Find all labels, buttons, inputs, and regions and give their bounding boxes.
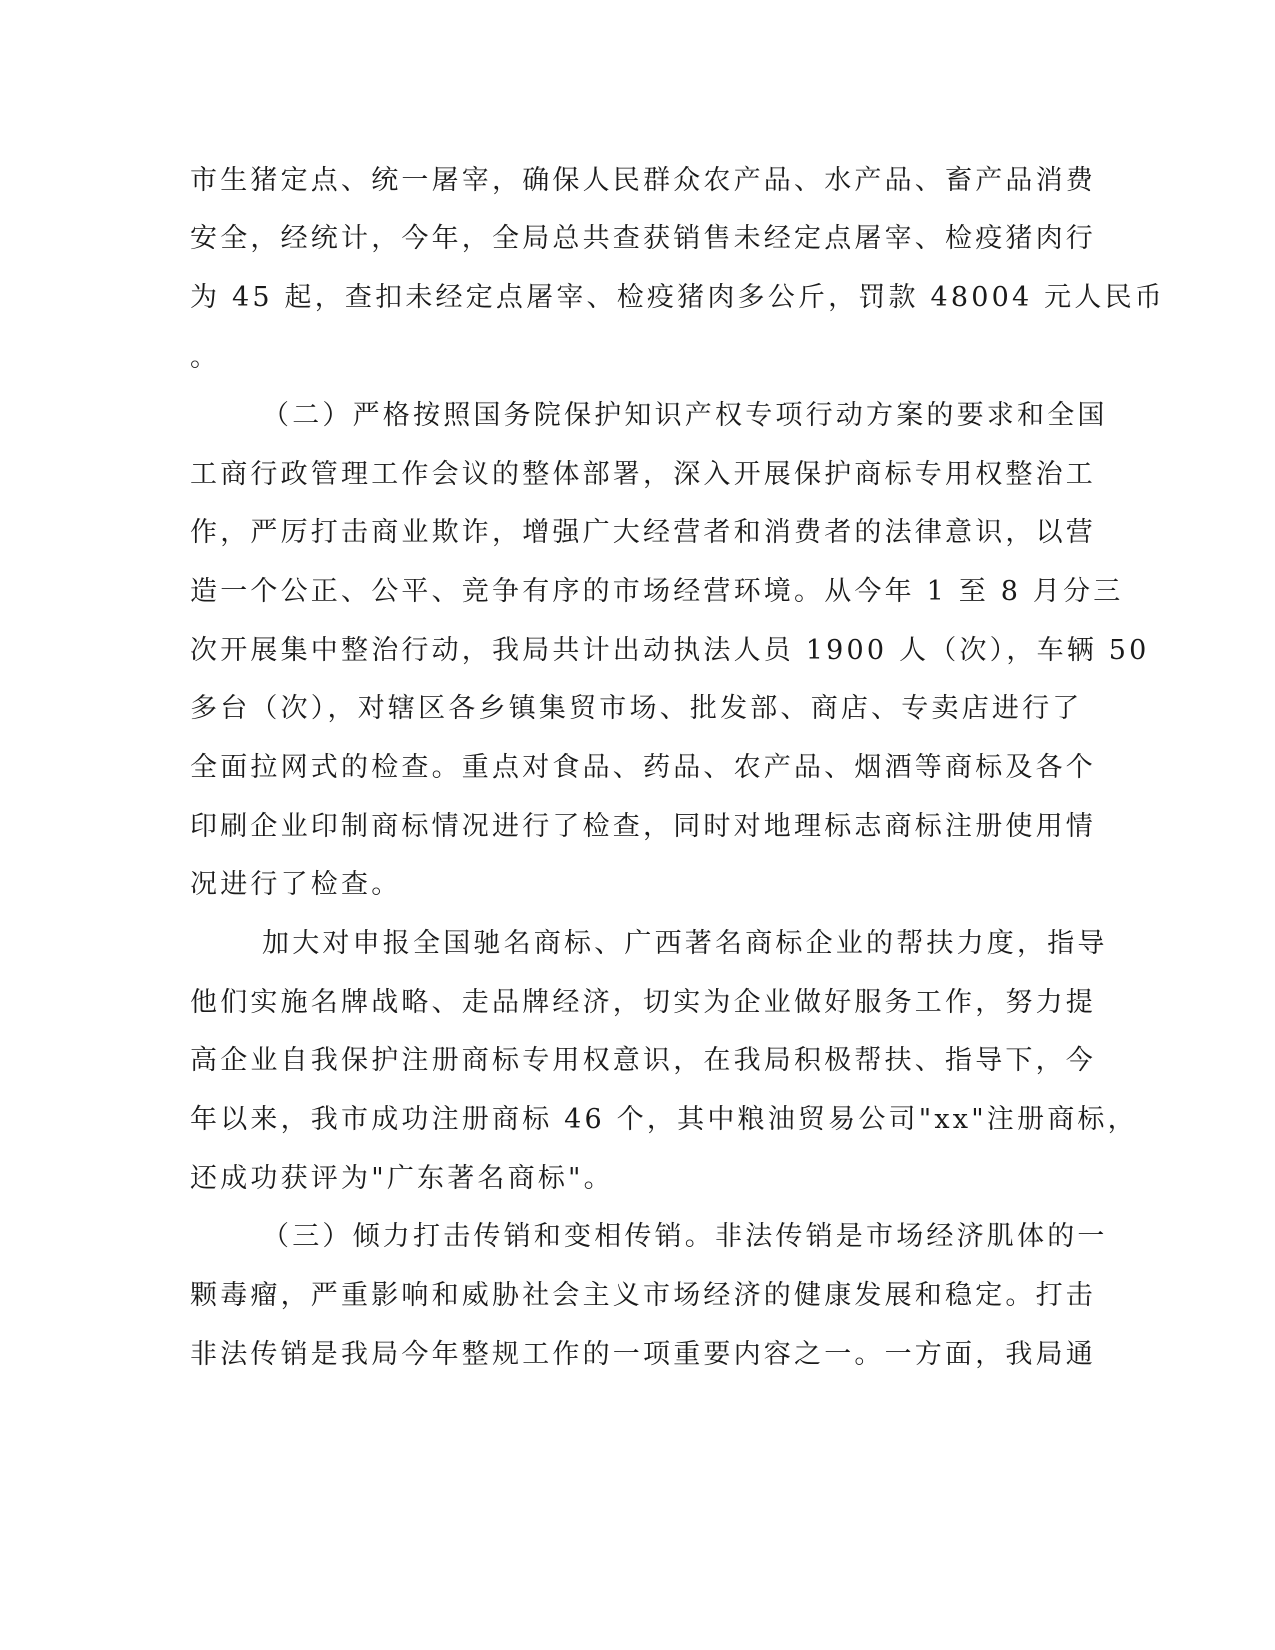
text-line: 市生猪定点、统一屠宰，确保人民群众农产品、水产品、畜产品消费 bbox=[190, 165, 1096, 196]
paragraph-first-line: 加大对申报全国驰名商标、广西著名商标企业的帮扶力度，指导 bbox=[262, 928, 1108, 959]
text-line: 。 bbox=[190, 342, 221, 373]
text-line: 为 45 起，查扣未经定点屠宰、检疫猪肉多公斤，罚款 48004 元人民币 bbox=[190, 282, 1165, 313]
text-line: 作，严厉打击商业欺诈，增强广大经营者和消费者的法律意识，以营 bbox=[190, 517, 1096, 548]
text-line: 非法传销是我局今年整规工作的一项重要内容之一。一方面，我局通 bbox=[190, 1339, 1096, 1370]
text-line: 他们实施名牌战略、走品牌经济，切实为企业做好服务工作，努力提 bbox=[190, 987, 1096, 1018]
text-line: 次开展集中整治行动，我局共计出动执法人员 1900 人（次），车辆 50 bbox=[190, 635, 1150, 666]
text-line: 全面拉网式的检查。重点对食品、药品、农产品、烟酒等商标及各个 bbox=[190, 752, 1096, 783]
text-line: 高企业自我保护注册商标专用权意识，在我局积极帮扶、指导下，今 bbox=[190, 1045, 1096, 1076]
text-line: 还成功获评为"广东著名商标"。 bbox=[190, 1163, 614, 1194]
text-line: 安全，经统计，今年，全局总共查获销售未经定点屠宰、检疫猪肉行 bbox=[190, 223, 1096, 254]
text-line: 工商行政管理工作会议的整体部署，深入开展保护商标专用权整治工 bbox=[190, 459, 1096, 490]
text-line: 造一个公正、公平、竞争有序的市场经营环境。从今年 1 至 8 月分三 bbox=[190, 576, 1124, 607]
paragraph-first-line: （二）严格按照国务院保护知识产权专项行动方案的要求和全国 bbox=[262, 400, 1108, 431]
text-line: 颗毒瘤，严重影响和威胁社会主义市场经济的健康发展和稳定。打击 bbox=[190, 1280, 1096, 1311]
paragraph-first-line: （三）倾力打击传销和变相传销。非法传销是市场经济肌体的一 bbox=[262, 1221, 1108, 1252]
text-line: 年以来，我市成功注册商标 46 个，其中粮油贸易公司"xx"注册商标， bbox=[190, 1104, 1138, 1135]
text-line: 印刷企业印制商标情况进行了检查，同时对地理标志商标注册使用情 bbox=[190, 811, 1096, 842]
text-line: 多台（次），对辖区各乡镇集贸市场、批发部、商店、专卖店进行了 bbox=[190, 693, 1083, 724]
text-line: 况进行了检查。 bbox=[190, 869, 402, 900]
